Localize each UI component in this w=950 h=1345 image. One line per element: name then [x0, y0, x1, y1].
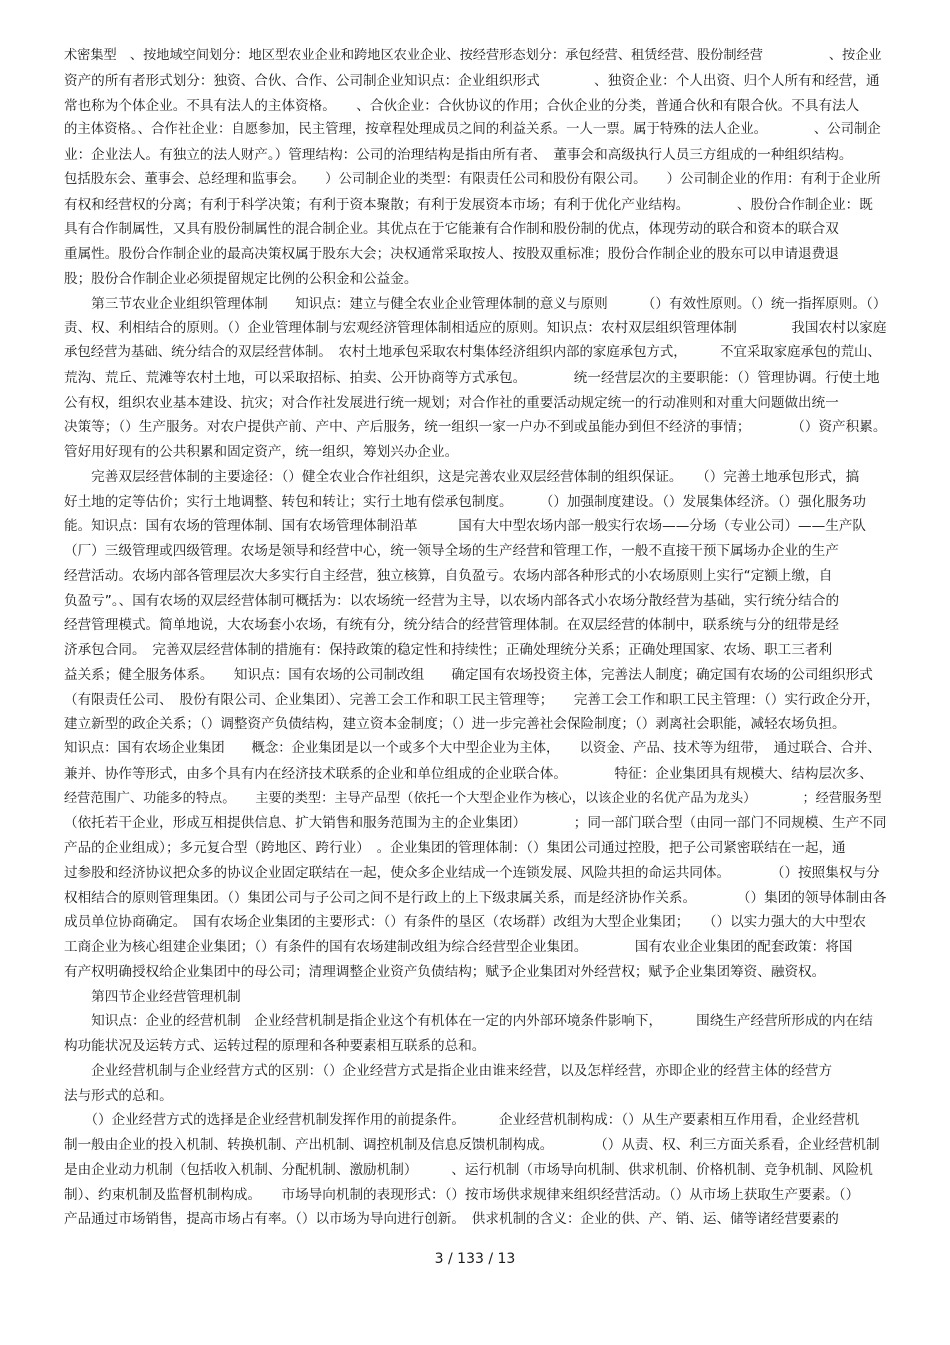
text-line: 制一般由企业的投入机制、转换机制、产出机制、调控机制及信息反馈机制构成。 （）从责、权、利三方面关系看，企业经营机制 [64, 1137, 880, 1153]
text-line: 常也称为个体企业。不具有法人的主体资格。 、合伙企业：合伙协议的作用；合伙企业的分类，普通合伙和有限合伙。不具有法人 [64, 97, 860, 114]
text-line: 责、权、利相结合的原则。（）企业管理体制与宏观经济管理体制相适应的原则。知识点：农村双层组织管理体制 我国农村以家庭 [64, 320, 886, 337]
text-line: 知识点：企业的经营机制 企业经营机制是指企业这个有机体在一定的内外部环境条件影响下， 围绕生产经营所形成的内在结 [64, 1013, 873, 1030]
text-line: 承包经营为基础、统分结合的双层经营体制。 农村土地承包采取农村集体经济组织内部的家庭承包方式， 不宜采取家庭承包的荒山、 [64, 345, 881, 360]
text-line: 有权和经营权的分离；有利于科学决策；有利于资本聚散；有利于发展资本市场；有利于优化产业结构。 、股份合作制企业：既 [64, 196, 873, 213]
text-line: 经营管理模式。简单地说，大农场套小农场，有统有分，统分结合的经营管理体制。在双层经营的体制中，联系统与分的纽带是经 [64, 617, 839, 634]
text-line: 构功能状况及运转方式、运转过程的原理和各种要素相互联系的总和。 [64, 1038, 486, 1054]
text-line: 法与形式的总和。 [64, 1087, 173, 1104]
text-line: 好土地的定等估价；实行土地调整、转包和转让；实行土地有偿承包制度。 （）加强制度建设。（）发展集体经济。（）强化服务功 [64, 493, 867, 510]
text-line: （依托若干企业，形成互相提供信息、扩大销售和服务范围为主的企业集团） ；同一部门联合型（由同一部门不同规模、生产不同 [64, 815, 886, 832]
text-line: 兼并、协作等形式，由多个具有内在经济技术联系的企业和单位组成的企业联合体。 特征：企业集团具有规模大、结构层次多、 [64, 765, 873, 782]
text-line: 经营范围广、功能多的特点。 主要的类型：主导产品型（依托一个大型企业作为核心，以该企业的名优产品为龙头） ；经营服务型 [64, 790, 882, 806]
text-line: （有限责任公司、 股份有限公司、企业集团）、完善工会工作和职工民主管理等； 完善工会工作和职工民主管理：（）实行政企分开， [64, 691, 880, 708]
text-line: 股；股份合作制企业必须提留规定比例的公积金和公益金。 [64, 270, 418, 287]
text-line: 经营活动。农场内部各管理层次大多实行自主经营，独立核算，自负盈亏。农场内部各种形式的小农场原则上实行“定额上缴，自 [64, 567, 833, 584]
text-line: 负盈亏”。、国有农场的双层经营体制可概括为：以农场统一经营为主导，以农场内部各式小农场分散经营为基础，实行统分结合的 [64, 592, 840, 609]
text-line: 的主体资格。、合作社企业：自愿参加，民主管理，按章程处理成员之间的利益关系。一人一票。属于特殊的法人企业。 、公司制企 [64, 122, 881, 138]
text-line: 决策等；（）生产服务。对农户提供产前、产中、产后服务，统一组织一家一户办不到或虽能办到但不经济的事情； （）资产积累。 [64, 419, 886, 436]
text-line: 济承包合同。 完善双层经营体制的措施有：保持政策的稳定性和持续性；正确处理统分关系；正确处理国家、农场、职工三者利 [64, 642, 833, 658]
text-line: 具有合作制属性，又具有股份制属性的混合制企业。其优点在于它能兼有合作制和股份制的优点，体现劳动的联合和资本的联合双 [64, 221, 839, 238]
page-number: 3 / 133 / 13 [434, 1251, 516, 1267]
text-line: 能。知识点：国有农场的管理体制、国有农场管理体制沿革 国有大中型农场内部一般实行农场——分场（专业公司）——生产队 [64, 518, 867, 535]
text-line: 第四节企业经营管理机制 [64, 988, 241, 1005]
text-line: 资产的所有者形式划分：独资、合伙、合作、公司制企业知识点：企业组织形式 、独资企业：个人出资、归个人所有和经营，通 [64, 72, 880, 89]
text-line: 过参股和经济协议把众多的协议企业固定联结在一起，使众多企业结成一个连锁发展、风险共担的命运共同体。 （）按照集权与分 [64, 864, 880, 881]
text-line: （）企业经营方式的选择是企业经营机制发挥作用的前提条件。 企业经营机制构成：（）从生产要素相互作用看，企业经营机 [64, 1112, 860, 1129]
text-line: 知识点：国有农场企业集团 概念：企业集团是以一个或多个大中型企业为主体， 以资金、产品、技术等为纽带， 通过联合、合并、 [64, 741, 881, 756]
text-line: 包括股东会、董事会、总经理和监事会。 ）公司制企业的类型：有限责任公司和股份有限公司。 ）公司制企业的作用：有利于企业所 [64, 171, 881, 187]
text-line: 制）、约束机制及监督机制构成。 市场导向机制的表现形式：（）按市场供求规律来组织经营活动。（）从市场上获取生产要素。（） [64, 1186, 860, 1203]
text-line: 管好用好现有的公共积累和固定资产，统一组织，筹划兴办企业。 [64, 444, 459, 460]
text-line: 是由企业动力机制（包括收入机制、分配机制、激励机制） 、运行机制（市场导向机制、供求机制、价格机制、竞争机制、风险机 [64, 1161, 873, 1178]
text-line: 产品通过市场销售，提高市场占有率。（）以市场为导向进行创新。 供求机制的含义：企业的供、产、销、运、储等诸经营要素的 [64, 1211, 839, 1228]
text-line: 工商企业为核心组建企业集团；（）有条件的国有农场建制改组为综合经营型企业集团。 国有农业企业集团的配套政策：将国 [64, 939, 853, 955]
text-line: 重属性。股份合作制企业的最高决策权属于股东大会；决权通常采取按人、按股双重标准；股份合作制企业的股东可以申请退费退 [64, 246, 839, 262]
text-line: 术密集型 、按地域空间划分：地区型农业企业和跨地区农业企业、按经营形态划分：承包经营、租赁经营、股份制经营 、按企业 [64, 48, 882, 63]
text-line: 第三节农业企业组织管理体制 知识点：建立与健全农业企业管理体制的意义与原则 （）有效性原则。（）统一指挥原则。（） [64, 295, 886, 312]
text-line: 建立新型的政企关系；（）调整资产负债结构，建立资本金制度；（）进一步完善社会保险制度；（）剥离社会职能，减轻农场负担。 [64, 716, 846, 733]
text-line: 成员单位协商确定。 国有农场企业集团的主要形式：（）有条件的垦区（农场群）改组为大型企业集团； （）以实力强大的大中型农 [64, 914, 867, 931]
text-line: 有产权明确授权给企业集团中的母公司；清理调整企业资产负债结构；赋予企业集团对外经营权；赋予企业集团筹资、融资权。 [64, 963, 826, 980]
text-line: 权相结合的原则管理集团。（）集团公司与子公司之间不是行政上的上下级隶属关系，而是经济协作关系。 （）集团的领导体制由各 [64, 889, 886, 906]
text-line: （厂）三级管理或四级管理。农场是领导和经营中心，统一领导全场的生产经营和管理工作，一般不直接干预下属场办企业的生产 [64, 543, 839, 559]
text-line: 荒沟、荒丘、荒滩等农村土地，可以采取招标、拍卖、公开协商等方式承包。 统一经营层次的主要职能：（）管理协调。行使土地 [64, 369, 880, 386]
document-body [64, 44, 886, 1232]
text-line: 完善双层经营体制的主要途径：（）健全农业合作社组织，这是完善农业双层经营体制的组织保证。 （）完善土地承包形式，搞 [64, 468, 860, 485]
text-line: 企业经营机制与企业经营方式的区别：（）企业经营方式是指企业由谁来经营，以及怎样经营，亦即企业的经营主体的经营方 [64, 1062, 833, 1079]
text-line: 产品的企业组成）；多元复合型（跨地区、跨行业） 。企业集团的管理体制：（）集团公司通过控股，把子公司紧密联结在一起，通 [64, 840, 846, 856]
text-line: 公有权，组织农业基本建设、抗灾；对合作社发展进行统一规划；对合作社的重要活动规定统一的行动准则和对重大问题做出统一 [64, 394, 839, 411]
text-line: 益关系；健全服务体系。 知识点：国有农场的公司制改组 确定国有农场投资主体，完善法人制度；确定国有农场的公司组织形式 [64, 666, 873, 683]
text-line: 业：企业法人。有独立的法人财产。）管理结构：公司的治理结构是指由所有者、 董事会和高级执行人员三方组成的一种组织结构。 [64, 147, 853, 163]
